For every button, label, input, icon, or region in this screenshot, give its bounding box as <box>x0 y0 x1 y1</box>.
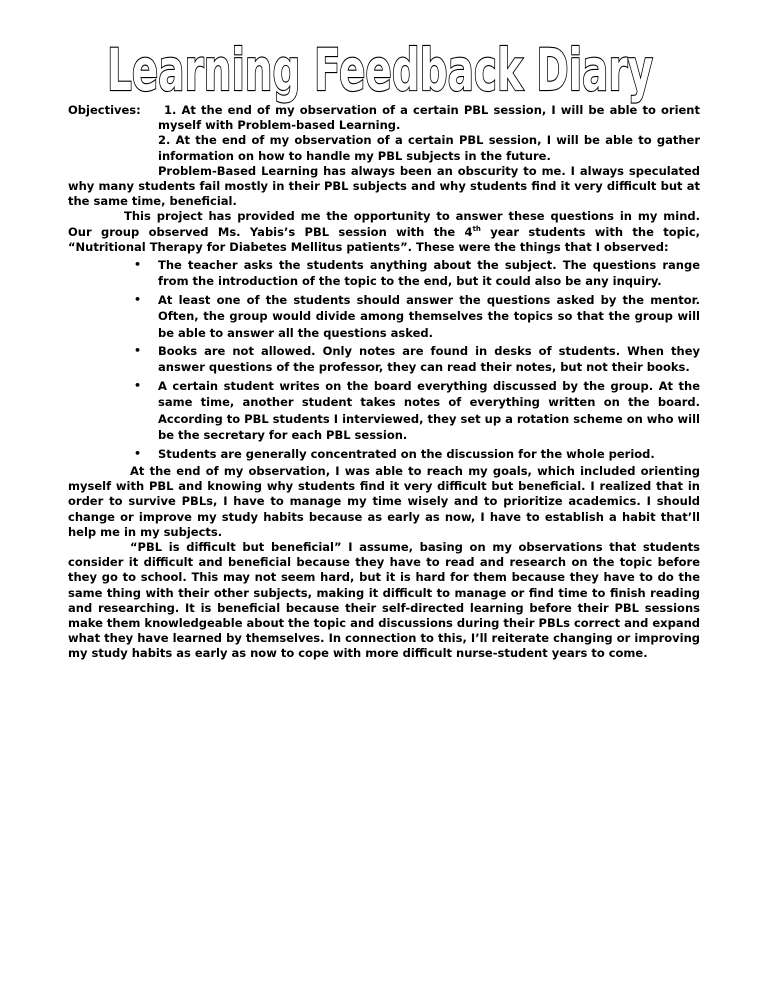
assumption-paragraph: “PBL is difficult but beneficial” I assume, basing on my observations that students consider it difficult and beneficial because they have to read and research on the topic before they go to school. This may not seem hard, but it is hard for them because they have to do the same thing with their other subjects, making it difficult to manage or find time to finish reading and researching. It is beneficial because their self-directed learning before their PBL sessions make them knowledgeable about the topic and discussions during their PBLs correct and expand what they have learned by themselves. In connection to this, I’ll reiterate changing or improving my study habits as early as now to cope with more difficult nurse-student years to come. <box>68 539 700 661</box>
objective-item-2: 2. At the end of my observation of a certain PBL session, I will be able to gather information on how to handle my PBL subjects in the future. <box>158 133 700 163</box>
list-item <box>134 292 700 341</box>
objectives-section <box>68 103 700 164</box>
project-text-part1: This project has provided me the opportunity to answer these questions in my mind. Our group observed Ms. Yabis’s PBL session with the 4 <box>68 209 700 239</box>
objectives-list <box>158 103 700 164</box>
bullet-icon: • <box>134 258 142 272</box>
list-item-text: The teacher asks the students anything about the subject. The questions range from the introduction of the topic to the end, but it could also be any inquiry. <box>158 258 700 289</box>
title-wordart <box>100 30 660 104</box>
list-item <box>134 257 700 290</box>
objectives-label: Objectives: <box>68 103 141 117</box>
bullet-icon: • <box>134 344 142 358</box>
bullet-icon: • <box>134 292 142 306</box>
list-item <box>134 446 700 462</box>
list-item-text: Students are generally concentrated on the discussion for the whole period. <box>158 446 655 461</box>
bullet-icon: • <box>134 446 142 460</box>
pbl-intro-paragraph: Problem-Based Learning has always been an obscurity to me. I always speculated why many students fail mostly in their PBL subjects and why students find it very difficult but at the same time, beneficial. <box>68 163 700 209</box>
objective-item-1: 1. At the end of my observation of a certain PBL session, I will be able to orient myself with Problem-based Learning. <box>158 103 700 133</box>
end-observation-paragraph: At the end of my observation, I was able to reach my goals, which included orienting myself with PBL and knowing why students find it very difficult but beneficial. I realized that in order to survive PBLs, I have to manage my time wisely and to prioritize academics. I should change or improve my study habits because as early as now, I have to establish a habit that’ll help me in my subjects. <box>68 463 700 539</box>
bullet-icon: • <box>134 378 142 392</box>
list-item-text: A certain student writes on the board everything discussed by the group. At the same time, another student takes notes of everything written on the board. According to PBL students I interviewed, they set up a rotation scheme on who will be the secretary for each PBL session. <box>158 378 700 443</box>
list-item <box>134 378 700 444</box>
project-paragraph <box>68 209 700 255</box>
list-item-text: At least one of the students should answer the questions asked by the mentor. Often, the group would divide among themselves the topics so that the group will be able to answer all the questions asked. <box>158 292 700 340</box>
title-text: Learning Feedback Diary <box>107 36 653 104</box>
list-item <box>134 343 700 376</box>
page-title <box>100 30 660 104</box>
list-item-text: Books are not allowed. Only notes are found in desks of students. When they answer questions of the professor, they can read their notes, but not their books. <box>158 344 700 375</box>
document-body <box>68 103 700 662</box>
project-text-part2: year students with the topic, “Nutritional Therapy for Diabetes Mellitus patients”. These were the things that I observed: <box>68 224 701 254</box>
observations-list <box>68 257 700 462</box>
ordinal-superscript: th <box>472 224 481 233</box>
